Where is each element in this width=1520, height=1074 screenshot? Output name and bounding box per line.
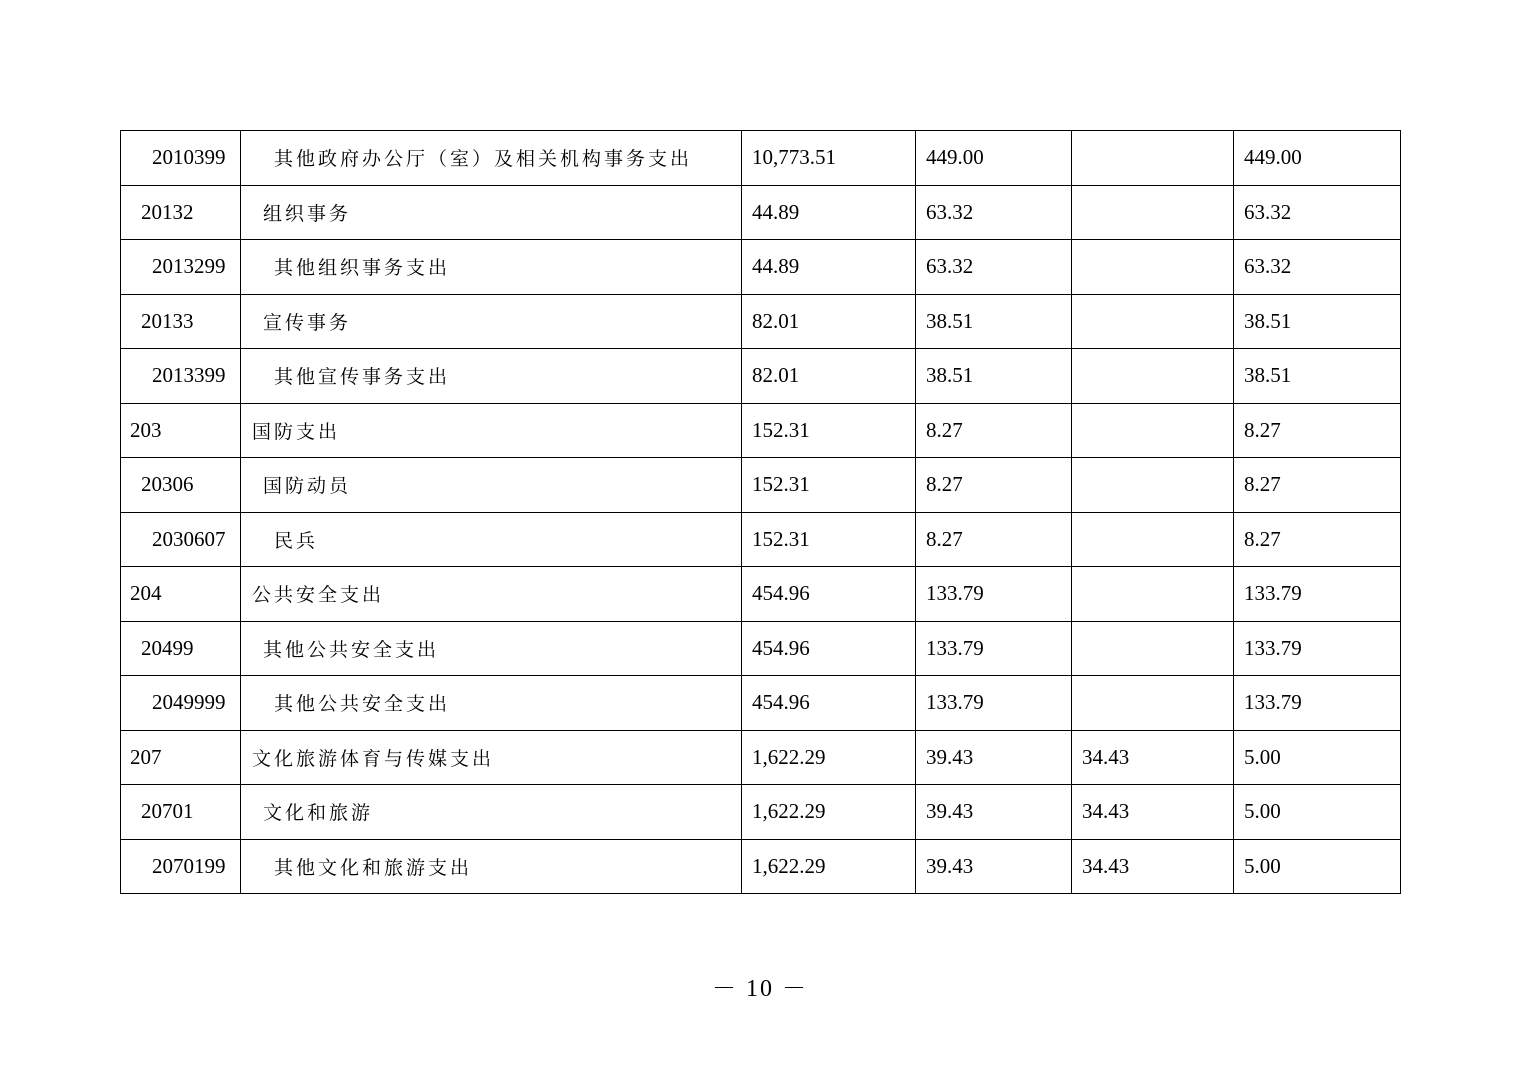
value-col-2: 8.27 (916, 403, 1072, 458)
value-col-1: 10,773.51 (742, 131, 916, 186)
subject-code: 20701 (121, 785, 241, 840)
value-col-2: 39.43 (916, 839, 1072, 894)
value-col-1: 82.01 (742, 294, 916, 349)
value-col-3 (1072, 240, 1234, 295)
value-col-3 (1072, 294, 1234, 349)
value-col-2: 8.27 (916, 512, 1072, 567)
subject-name: 其他公共安全支出 (241, 621, 742, 676)
subject-name: 文化旅游体育与传媒支出 (241, 730, 742, 785)
value-col-4: 133.79 (1234, 567, 1401, 622)
value-col-3 (1072, 349, 1234, 404)
value-col-1: 454.96 (742, 621, 916, 676)
budget-table-body (121, 131, 1401, 894)
value-col-3 (1072, 676, 1234, 731)
value-col-4: 5.00 (1234, 839, 1401, 894)
subject-name: 宣传事务 (241, 294, 742, 349)
value-col-3 (1072, 567, 1234, 622)
value-col-2: 39.43 (916, 730, 1072, 785)
table-row (121, 839, 1401, 894)
value-col-4: 63.32 (1234, 185, 1401, 240)
table-row (121, 403, 1401, 458)
value-col-3: 34.43 (1072, 839, 1234, 894)
subject-code: 204 (121, 567, 241, 622)
value-col-4: 38.51 (1234, 294, 1401, 349)
value-col-4: 133.79 (1234, 621, 1401, 676)
value-col-3: 34.43 (1072, 730, 1234, 785)
table-row (121, 131, 1401, 186)
page-number: － 10 － (712, 976, 808, 1002)
subject-code: 20499 (121, 621, 241, 676)
subject-name: 其他组织事务支出 (241, 240, 742, 295)
value-col-2: 8.27 (916, 458, 1072, 513)
table-row (121, 294, 1401, 349)
table-row (121, 676, 1401, 731)
value-col-2: 449.00 (916, 131, 1072, 186)
subject-code: 2013299 (121, 240, 241, 295)
value-col-1: 1,622.29 (742, 839, 916, 894)
value-col-2: 39.43 (916, 785, 1072, 840)
table-row (121, 567, 1401, 622)
subject-code: 20306 (121, 458, 241, 513)
value-col-1: 152.31 (742, 458, 916, 513)
table-row (121, 785, 1401, 840)
subject-code: 2049999 (121, 676, 241, 731)
table-row (121, 349, 1401, 404)
value-col-1: 454.96 (742, 567, 916, 622)
budget-table (120, 130, 1401, 894)
value-col-2: 133.79 (916, 621, 1072, 676)
subject-code: 20133 (121, 294, 241, 349)
value-col-1: 152.31 (742, 403, 916, 458)
value-col-4: 5.00 (1234, 730, 1401, 785)
value-col-1: 82.01 (742, 349, 916, 404)
value-col-2: 63.32 (916, 185, 1072, 240)
subject-code: 203 (121, 403, 241, 458)
value-col-3 (1072, 131, 1234, 186)
subject-name: 民兵 (241, 512, 742, 567)
value-col-4: 38.51 (1234, 349, 1401, 404)
value-col-2: 38.51 (916, 349, 1072, 404)
value-col-2: 133.79 (916, 676, 1072, 731)
subject-name: 其他文化和旅游支出 (241, 839, 742, 894)
subject-code: 2030607 (121, 512, 241, 567)
subject-code: 2070199 (121, 839, 241, 894)
value-col-4: 63.32 (1234, 240, 1401, 295)
table-row (121, 240, 1401, 295)
value-col-4: 5.00 (1234, 785, 1401, 840)
table-row (121, 512, 1401, 567)
value-col-3: 34.43 (1072, 785, 1234, 840)
subject-code: 2013399 (121, 349, 241, 404)
subject-name: 国防动员 (241, 458, 742, 513)
subject-name: 文化和旅游 (241, 785, 742, 840)
subject-name: 公共安全支出 (241, 567, 742, 622)
table-row (121, 458, 1401, 513)
value-col-1: 44.89 (742, 240, 916, 295)
value-col-3 (1072, 185, 1234, 240)
value-col-4: 8.27 (1234, 458, 1401, 513)
value-col-4: 449.00 (1234, 131, 1401, 186)
value-col-4: 8.27 (1234, 403, 1401, 458)
subject-name: 组织事务 (241, 185, 742, 240)
value-col-1: 454.96 (742, 676, 916, 731)
value-col-3 (1072, 403, 1234, 458)
subject-code: 207 (121, 730, 241, 785)
subject-name: 其他宣传事务支出 (241, 349, 742, 404)
subject-code: 20132 (121, 185, 241, 240)
subject-name: 国防支出 (241, 403, 742, 458)
subject-name: 其他政府办公厅（室）及相关机构事务支出 (241, 131, 742, 186)
table-row (121, 185, 1401, 240)
value-col-3 (1072, 512, 1234, 567)
value-col-1: 1,622.29 (742, 730, 916, 785)
table-row (121, 621, 1401, 676)
value-col-2: 38.51 (916, 294, 1072, 349)
value-col-1: 1,622.29 (742, 785, 916, 840)
value-col-4: 133.79 (1234, 676, 1401, 731)
value-col-3 (1072, 458, 1234, 513)
value-col-3 (1072, 621, 1234, 676)
subject-code: 2010399 (121, 131, 241, 186)
value-col-1: 152.31 (742, 512, 916, 567)
value-col-1: 44.89 (742, 185, 916, 240)
subject-name: 其他公共安全支出 (241, 676, 742, 731)
value-col-2: 63.32 (916, 240, 1072, 295)
value-col-2: 133.79 (916, 567, 1072, 622)
table-row (121, 730, 1401, 785)
value-col-4: 8.27 (1234, 512, 1401, 567)
